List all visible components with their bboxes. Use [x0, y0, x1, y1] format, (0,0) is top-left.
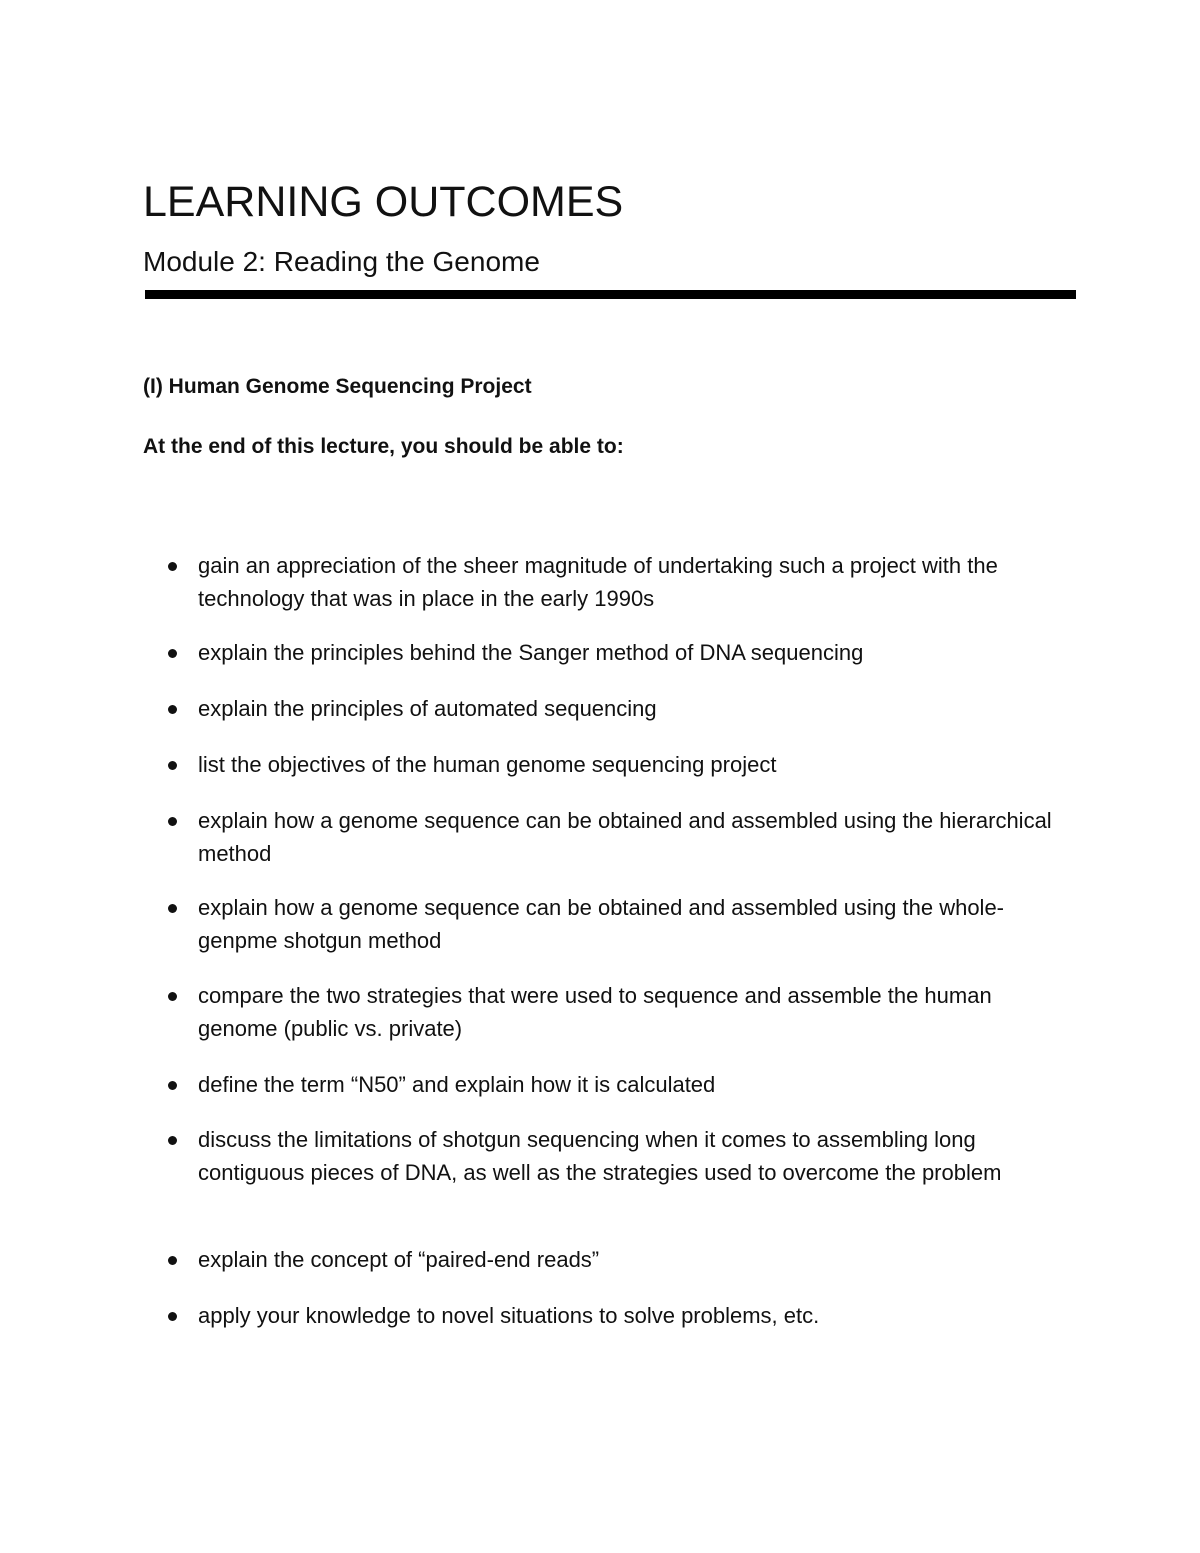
list-item-text: define the term “N50” and explain how it is calculated — [198, 1072, 716, 1097]
list-item-text: compare the two strategies that were used to sequence and assemble the human genome (public vs. private) — [198, 983, 992, 1041]
bullet-icon — [168, 649, 177, 658]
list-item-text: list the objectives of the human genome sequencing project — [198, 752, 777, 777]
list-item-text: explain the principles of automated sequencing — [198, 696, 657, 721]
bullet-icon — [168, 705, 177, 714]
list-item — [168, 637, 1068, 670]
list-item — [168, 749, 1068, 782]
list-item-text: explain how a genome sequence can be obtained and assembled using the whole-genpme shotgun method — [198, 895, 1005, 953]
list-item-text: explain how a genome sequence can be obtained and assembled using the hierarchical method — [198, 808, 1052, 866]
list-item-text: gain an appreciation of the sheer magnitude of undertaking such a project with the technology that was in place in the early 1990s — [198, 553, 998, 611]
list-item — [168, 550, 1068, 615]
list-item — [168, 892, 1068, 957]
bullet-icon — [168, 992, 177, 1001]
bullet-icon — [168, 1136, 177, 1145]
list-item-text: discuss the limitations of shotgun sequencing when it comes to assembling long contiguous pieces of DNA, as well as the strategies used to overcome the problem — [198, 1127, 1002, 1185]
list-item — [168, 1300, 1068, 1333]
intro-text: At the end of this lecture, you should be able to: — [143, 435, 624, 458]
list-item-text: explain the principles behind the Sanger method of DNA sequencing — [198, 640, 864, 665]
bullet-icon — [168, 1312, 177, 1321]
title-divider — [145, 290, 1076, 299]
bullet-icon — [168, 817, 177, 826]
bullet-icon — [168, 562, 177, 571]
bullet-icon — [168, 904, 177, 913]
list-item — [168, 1069, 1068, 1102]
bullet-icon — [168, 761, 177, 770]
list-item-text: explain the concept of “paired-end reads” — [198, 1247, 600, 1272]
list-item-text: apply your knowledge to novel situations to solve problems, etc. — [198, 1303, 820, 1328]
bullet-icon — [168, 1081, 177, 1090]
module-subtitle: Module 2: Reading the Genome — [143, 246, 540, 277]
list-item — [168, 805, 1068, 870]
page-title: LEARNING OUTCOMES — [143, 178, 624, 226]
list-item — [168, 1124, 1068, 1189]
list-item — [168, 693, 1068, 726]
list-item — [168, 980, 1068, 1045]
list-item — [168, 1244, 1068, 1277]
bullet-icon — [168, 1256, 177, 1265]
section-heading: (I) Human Genome Sequencing Project — [143, 375, 532, 398]
